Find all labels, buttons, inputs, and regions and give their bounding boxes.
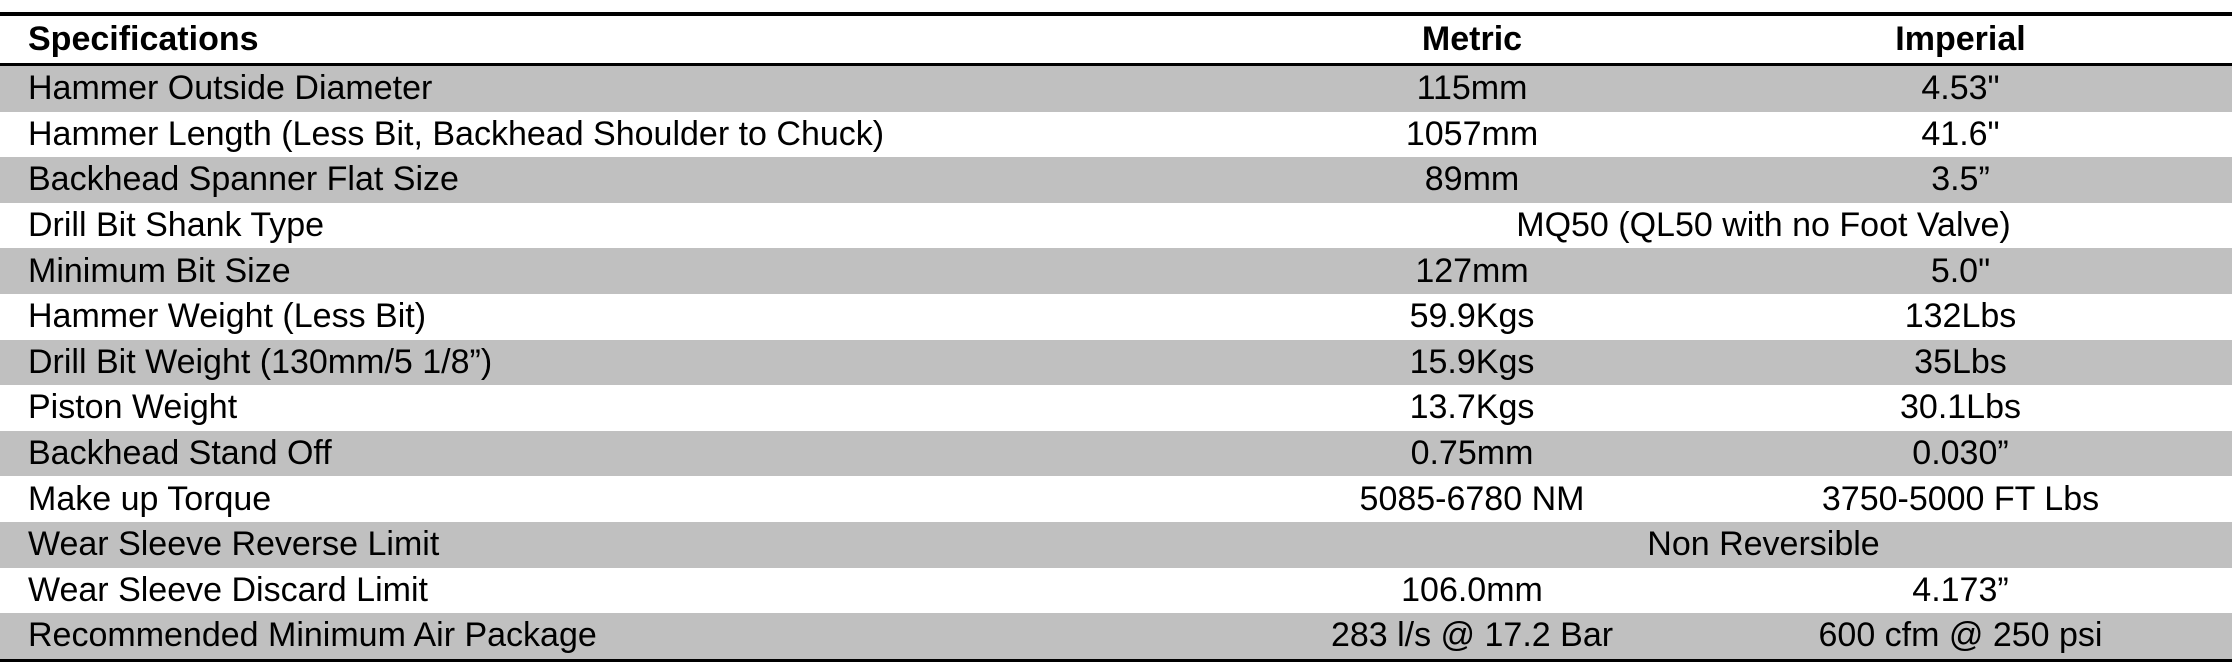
imperial-value-cell: 41.6" xyxy=(1921,114,2000,153)
metric-value-cell: 283 l/s @ 17.2 Bar xyxy=(1255,613,1689,660)
header-metric: Metric xyxy=(1255,14,1689,65)
imperial-value-cell: 4.53" xyxy=(1689,65,2232,112)
table-row xyxy=(0,112,2232,158)
spec-name-cell: Backhead Stand Off xyxy=(0,431,1255,477)
header-imperial: Imperial xyxy=(1689,14,2232,65)
imperial-value-cell: 30.1Lbs xyxy=(1900,388,2021,427)
table-row xyxy=(0,476,2232,522)
merged-value-cell: MQ50 (QL50 with no Foot Valve) xyxy=(1516,206,2011,245)
spec-name-cell: Wear Sleeve Discard Limit xyxy=(28,570,428,609)
spec-name-cell: Piston Weight xyxy=(28,388,238,427)
table-row xyxy=(0,248,2232,294)
metric-value-cell: 13.7Kgs xyxy=(1409,388,1535,427)
spec-name-cell: Make up Torque xyxy=(28,479,272,518)
merged-value-cell: Non Reversible xyxy=(1255,522,2232,568)
spec-name-cell: Drill Bit Shank Type xyxy=(28,206,325,245)
imperial-value-cell: 3750-5000 FT Lbs xyxy=(1821,479,2100,518)
metric-value-cell: 89mm xyxy=(1255,157,1689,203)
table-row xyxy=(0,568,2232,614)
metric-value-cell: 0.75mm xyxy=(1255,431,1689,477)
imperial-value-cell: 0.030” xyxy=(1689,431,2232,477)
imperial-value-cell: 132Lbs xyxy=(1904,297,2017,336)
table-row xyxy=(0,340,2232,386)
metric-value-cell: 59.9Kgs xyxy=(1409,297,1535,336)
spec-name-cell: Minimum Bit Size xyxy=(0,248,1255,294)
metric-value-cell: 106.0mm xyxy=(1401,570,1543,609)
table-row xyxy=(0,294,2232,340)
imperial-value-cell: 600 cfm @ 250 psi xyxy=(1689,613,2232,660)
metric-value-cell: 15.9Kgs xyxy=(1255,340,1689,386)
spec-name-cell: Hammer Outside Diameter xyxy=(0,65,1255,112)
header-row xyxy=(0,14,2232,65)
spec-name-cell: Recommended Minimum Air Package xyxy=(0,613,1255,660)
spec-name-cell: Hammer Weight (Less Bit) xyxy=(28,297,427,336)
specifications-table xyxy=(0,12,2232,662)
table-body xyxy=(0,65,2232,661)
table-row xyxy=(0,522,2232,568)
table-row xyxy=(0,157,2232,203)
metric-value-cell: 1057mm xyxy=(1405,114,1539,153)
metric-value-cell: 115mm xyxy=(1255,65,1689,112)
spec-name-cell: Hammer Length (Less Bit, Backhead Shoulder to Chuck) xyxy=(28,114,885,153)
table-row xyxy=(0,203,2232,249)
imperial-value-cell: 35Lbs xyxy=(1689,340,2232,386)
metric-value-cell: 5085-6780 NM xyxy=(1359,479,1585,518)
table-row xyxy=(0,65,2232,112)
imperial-value-cell: 5.0" xyxy=(1689,248,2232,294)
imperial-value-cell: 3.5” xyxy=(1689,157,2232,203)
spec-name-cell: Drill Bit Weight (130mm/5 1/8”) xyxy=(0,340,1255,386)
spec-name-cell: Wear Sleeve Reverse Limit xyxy=(0,522,1255,568)
imperial-value-cell: 4.173” xyxy=(1912,570,2009,609)
spec-name-cell: Backhead Spanner Flat Size xyxy=(0,157,1255,203)
metric-value-cell: 127mm xyxy=(1255,248,1689,294)
table-header xyxy=(0,14,2232,65)
table-row xyxy=(0,613,2232,660)
table-row xyxy=(0,431,2232,477)
header-specifications: Specifications xyxy=(0,14,1255,65)
table-row xyxy=(0,385,2232,431)
